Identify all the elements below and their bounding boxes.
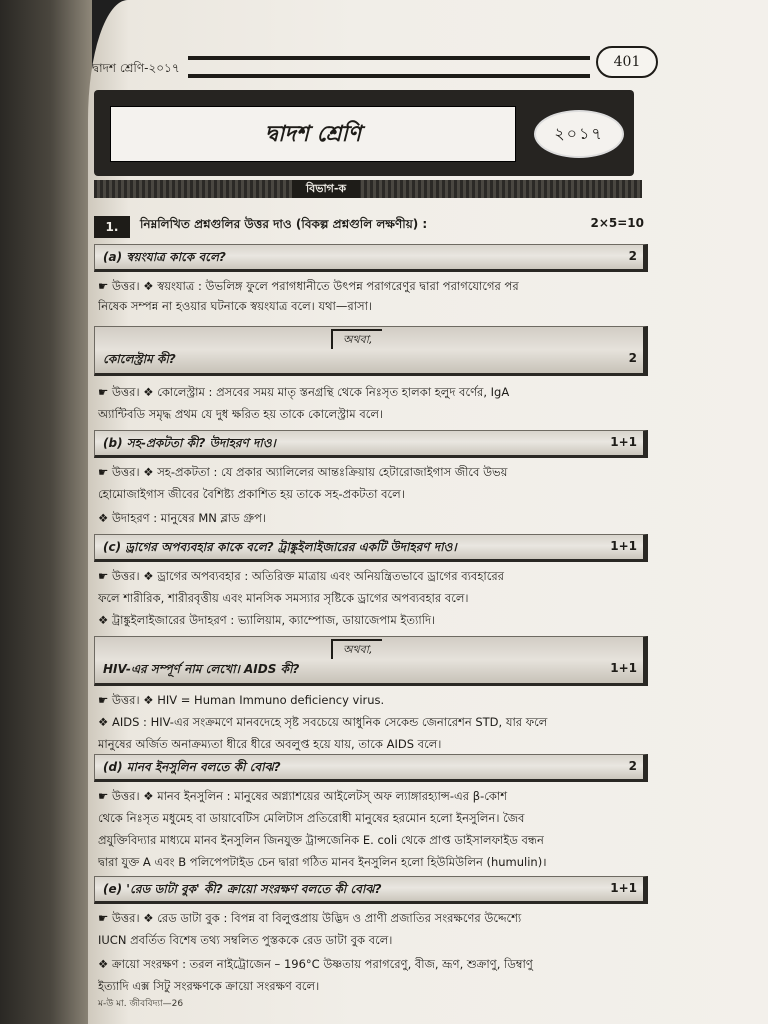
header-rule — [188, 56, 590, 78]
answer-line: প্রযুক্তিবিদ্যার মাধ্যমে মানব ইনসুলিন জিনযুক্ত ট্রান্সজেনিক E. coli থেকে প্রাপ্ত ডাইসালফাইড বন্ধন — [98, 833, 544, 847]
or-question-box — [94, 636, 648, 686]
book-page — [88, 0, 768, 1024]
answer-line: ফলে শারীরিক, শারীরবৃত্তীয় এবং মানসিক সমস্যার সৃষ্টিকে ড্রাগের অপব্যবহার বলে। — [98, 591, 469, 605]
section-bar — [94, 180, 642, 198]
answer-line: দ্বারা যুক্ত A এবং B পলিপেপটাইড চেন দ্বারা গঠিত মানব ইনসুলিন হলো হিউমিউলিন (humulin)। — [98, 855, 547, 869]
question-item-marks: 2 — [628, 249, 637, 263]
answer-line: থেকে নিঃসৃত মধুমেহ বা ডায়াবেটিস মেলিটাস প্রতিরোধী মানুষের হরমোন হলো ইনসুলিন। জৈব — [98, 811, 525, 825]
question-text: কোলেস্ট্রাম কী? — [103, 352, 176, 366]
title-band — [94, 90, 634, 176]
year-badge: ২০১৭ — [534, 110, 624, 158]
footer-note: ম-উ মা. জীববিদ্যা—26 — [98, 999, 184, 1009]
answer-line: ☛ উত্তর। ❖ সহ-প্রকটতা : যে প্রকার অ্যালিলের আন্তঃক্রিয়ায় হেটারোজাইগাস জীবে উভয় — [98, 465, 508, 479]
class-title: দ্বাদশ শ্রেণি — [264, 122, 362, 147]
or-label: অথবা, — [331, 639, 382, 659]
answer-line: ☛ উত্তর। ❖ HIV = Human Immuno deficiency virus. — [98, 693, 385, 707]
answer-line: ❖ AIDS : HIV-এর সংক্রমণে মানবদেহে সৃষ্ট সবচেয়ে আধুনিক সেকেন্ড জেনারেশন STD, যার ফলে — [98, 715, 548, 729]
answer-line: মানুষের অর্জিত অনাক্রম্যতা ধীরে ধীরে অবলুপ্ত হয়ে যায়, তাকে AIDS বলে। — [98, 737, 442, 751]
answer-line: ❖ ট্রাঙ্কুইলাইজারের উদাহরণ : ভ্যালিয়াম, ক্যাম্পোজ, ডায়াজেপাম ইত্যাদি। — [98, 613, 436, 627]
answer-line: হোমোজাইগাস জীবের বৈশিষ্ট্য প্রকাশিত হয় তাকে সহ-প্রকটতা বলে। — [98, 487, 405, 501]
question-item-marks: 1+1 — [610, 661, 637, 675]
question-text: (a) স্বয়ংযাত্র কাকে বলে? — [103, 250, 226, 264]
question-number: 1. — [94, 216, 130, 238]
question-text: (d) মানব ইনসুলিন বলতে কী বোঝ? — [103, 760, 281, 774]
answer-line: ☛ উত্তর। ❖ ড্রাগের অপব্যবহার : অতিরিক্ত মাত্রায় এবং অনিয়ন্ত্রিতভাবে ড্রাগের ব্যবহারের — [98, 569, 504, 583]
question-text: (c) ড্রাগের অপব্যবহার কাকে বলে? ট্রাঙ্কুইলাইজারের একটি উদাহরণ দাও। — [103, 540, 457, 554]
question-bar — [94, 430, 648, 458]
answer-line: ☛ উত্তর। ❖ স্বয়ংযাত্র : উভলিঙ্গ ফুলে পরাগধানীতে উৎপন্ন পরাগরেণুর দ্বারা পরাগযোগের পর — [98, 279, 519, 293]
question-item-marks: 1+1 — [610, 539, 637, 553]
question-bar — [94, 244, 648, 272]
answer-line: IUCN প্রবর্তিত বিশেষ তথ্য সম্বলিত পুস্তককে রেড ডাটা বুক বলে। — [98, 933, 393, 947]
page-header — [88, 46, 768, 82]
question-instruction — [94, 212, 644, 240]
answer-line: অ্যান্টিবডি সমৃদ্ধ প্রথম যে দুধ ক্ষরিত হয় তাকে কোলেস্ট্রাম বলে। — [98, 407, 384, 421]
question-instruction-text: নিম্নলিখিত প্রশ্নগুলির উত্তর দাও (বিকল্প প্রশ্নগুলি লক্ষণীয়) : — [140, 217, 428, 231]
question-text: (e) 'রেড ডাটা বুক' কী? ক্রায়ো সংরক্ষণ বলতে কী বোঝ? — [103, 882, 382, 896]
answer-line: ☛ উত্তর। ❖ রেড ডাটা বুক : বিপন্ন বা বিলুপ্তপ্রায় উদ্ভিদ ও প্রাণী প্রজাতির সংরক্ষণের উদ্দেশ্যে — [98, 911, 522, 925]
question-text: HIV-এর সম্পূর্ণ নাম লেখো। AIDS কী? — [103, 662, 300, 676]
question-text: (b) সহ-প্রকটতা কী? উদাহরণ দাও। — [103, 436, 276, 450]
page-edge-shadow — [0, 0, 92, 1024]
answer-line: ☛ উত্তর। ❖ মানব ইনসুলিন : মানুষের অগ্ন্যাশয়ের আইলেটস্ অফ ল্যাঙ্গারহ্যান্স-এর β-কোশ — [98, 789, 508, 803]
or-label: অথবা, — [331, 329, 382, 349]
question-item-marks: 1+1 — [610, 435, 637, 449]
question-bar — [94, 534, 648, 562]
answer-line: ইত্যাদি এক্স সিটু সংরক্ষণকে ক্রায়ো সংরক্ষণ বলে। — [98, 979, 320, 993]
page-number: 401 — [596, 46, 658, 78]
section-label: বিভাগ-ক — [292, 180, 360, 198]
running-head: দ্বাদশ শ্রেণি-২০১৭ — [92, 61, 180, 75]
or-question-box — [94, 326, 648, 376]
question-bar — [94, 876, 648, 904]
answer-line: ❖ ক্রায়ো সংরক্ষণ : তরল নাইট্রোজেন – 196°C উষ্ণতায় পরাগরেণু, বীজ, ভ্রূণ, শুক্রাণু, ডিম্বাণু — [98, 957, 533, 971]
question-bar — [94, 754, 648, 782]
title-box — [110, 106, 516, 162]
answer-line: ❖ উদাহরণ : মানুষের MN ব্লাড গ্রুপ। — [98, 511, 267, 525]
answer-line: নিষেক সম্পন্ন না হওয়ার ঘটনাকে স্বয়ংযাত্র বলে। যথা—রাসা। — [98, 299, 373, 313]
answer-line: ☛ উত্তর। ❖ কোলেস্ট্রাম : প্রসবের সময় মাতৃ স্তনগ্রন্থি থেকে নিঃসৃত হালকা হলুদ বর্ণের, IgA — [98, 385, 510, 399]
question-item-marks: 2 — [628, 351, 637, 365]
question-item-marks: 2 — [628, 759, 637, 773]
question-marks: 2×5=10 — [590, 216, 644, 230]
question-item-marks: 1+1 — [610, 881, 637, 895]
